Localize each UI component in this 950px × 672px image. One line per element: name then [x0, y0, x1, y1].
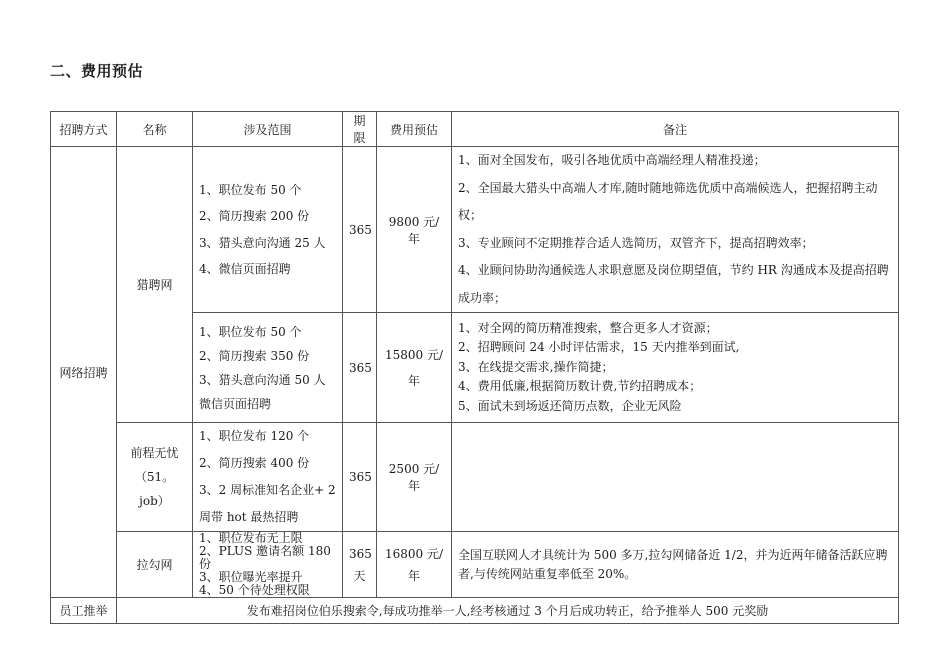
- note-line: 4、费用低廉,根据简历数计费,节约招聘成本；: [458, 379, 702, 394]
- term-cell: 365: [343, 313, 377, 423]
- scope-line: 4、微信页面招聘: [199, 262, 291, 276]
- header-name: 名称: [117, 112, 193, 147]
- note-line: 5、面试未到场返还简历点数，企业无风险: [458, 398, 682, 413]
- scope-line: 3、2 周标准知名企业+ 2 周带 hot 最热招聘: [199, 483, 336, 524]
- note-line: 4、业顾问协助沟通候选人求职意愿及岗位期望值，节约 HR 沟通成本及提高招聘成功率；: [458, 263, 889, 305]
- scope-cell: [193, 147, 343, 313]
- platform-name-51job: 前程无忧（51。job）: [117, 423, 193, 532]
- scope-line: 1、职位发布 120 个: [199, 429, 310, 443]
- scope-line: 3、猎头意向沟通 50 人: [199, 372, 326, 387]
- header-cost: 费用预估: [377, 112, 452, 147]
- section-heading: 二、费用预估: [50, 62, 144, 80]
- notes-cell: 全国互联网人才具统计为 500 多万,拉勾网储备近 1/2，并为近两年储备活跃应聘者,与传统网站重复率低至 20%。: [452, 532, 899, 598]
- category-online: 网络招聘: [51, 147, 117, 598]
- scope-line: 2、简历搜索 200 份: [199, 209, 310, 223]
- referral-text: 发布难招岗位伯乐搜索令,每成功推举一人,经考核通过 3 个月后成功转正，给予推举人 500 元奖励: [117, 598, 899, 624]
- scope-cell: [193, 313, 343, 423]
- scope-line: 3、职位曝光率提升: [199, 570, 303, 584]
- header-scope: 涉及范围: [193, 112, 343, 147]
- scope-line: 2、简历搜索 400 份: [199, 456, 310, 470]
- scope-line: 2、简历搜索 350 份: [199, 348, 310, 363]
- table-row: [51, 423, 899, 532]
- notes-cell: [452, 313, 899, 423]
- header-method: 招聘方式: [51, 112, 117, 147]
- note-line: 2、全国最大猎头中高端人才库,随时随地筛选优质中高端候选人，把握招聘主动权；: [458, 180, 878, 222]
- scope-line: 1、职位发布无上限: [199, 531, 303, 545]
- scope-line: 2、PLUS 邀请名额 180 份: [199, 544, 331, 571]
- table-row: [51, 598, 899, 624]
- scope-line: 1、职位发布 50 个: [199, 182, 302, 197]
- note-line: 1、对全网的简历精准搜索，整合更多人才资源；: [458, 320, 718, 335]
- cost-cell: 16800 元/年: [377, 532, 452, 598]
- note-line: 1、面对全国发布，吸引各地优质中高端经理人精准投递；: [458, 153, 766, 167]
- scope-line: 微信页面招聘: [199, 396, 272, 411]
- platform-name-liepin: 猎聘网: [117, 147, 193, 423]
- cost-estimate-table: [50, 111, 899, 624]
- note-line: 3、专业顾问不定期推荐合适人选简历，双管齐下，提高招聘效率；: [458, 235, 814, 250]
- scope-cell: [193, 532, 343, 598]
- table-row: [51, 147, 899, 313]
- cost-cell: 15800 元/年: [377, 313, 452, 423]
- term-cell: 365: [343, 147, 377, 313]
- note-line: 2、招聘顾问 24 小时评估需求，15 天内推举到面试,: [458, 340, 740, 355]
- cost-cell: 2500 元/年: [377, 423, 452, 532]
- header-term: 期限: [343, 112, 377, 147]
- scope-cell: [193, 423, 343, 532]
- category-referral: 员工推举: [51, 598, 117, 624]
- note-line: 3、在线提交需求,操作简捷；: [458, 359, 614, 374]
- header-notes: 备注: [452, 112, 899, 147]
- scope-line: 3、猎头意向沟通 25 人: [199, 235, 326, 250]
- scope-line: 1、职位发布 50 个: [199, 324, 302, 339]
- cost-cell: 9800 元/年: [377, 147, 452, 313]
- table-row: [51, 532, 899, 598]
- term-cell: 365 天: [343, 532, 377, 598]
- notes-cell: [452, 423, 899, 532]
- term-cell: 365: [343, 423, 377, 532]
- notes-cell: [452, 147, 899, 313]
- scope-line: 4、50 个待处理权限: [199, 583, 310, 597]
- platform-name-lagou: 拉勾网: [117, 532, 193, 598]
- table-header-row: [51, 112, 899, 147]
